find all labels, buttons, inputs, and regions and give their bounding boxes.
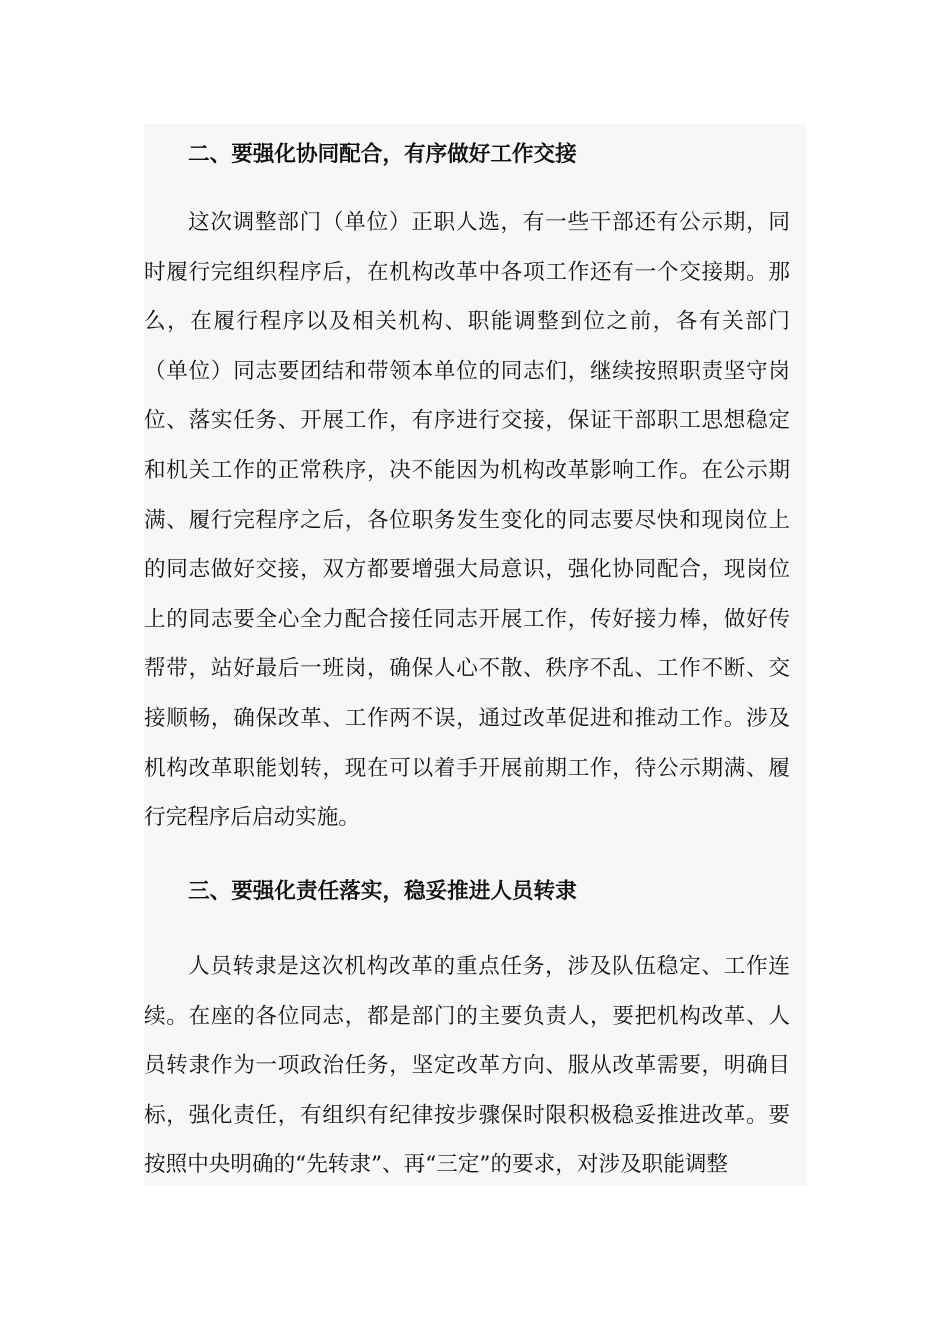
section-paragraph-2: 这次调整部门（单位）正职人选，有一些干部还有公示期，同时履行完组织程序后，在机构改革中各项工作还有一个交接期。那么，在履行程序以及相关机构、职能调整到位之前，各有关部门（单位）同志要团结和带领本单位的同志们，继续按照职责坚守岗位、落实任务、开展工作，有序进行交接，保证干部职工思想稳定和机关工作的正常秩序，决不能因为机构改革影响工作。在公示期满、履行完程序之后，各位职务发生变化的同志要尽快和现岗位上的同志做好交接，双方都要增强大局意识，强化协同配合，现岗位上的同志要全心全力配合接任同志开展工作，传好接力棒，做好传帮带，站好最后一班岗，确保人心不散、秩序不乱、工作不断、交接顺畅，确保改革、工作两不误，通过改革促进和推动工作。涉及机构改革职能划转，现在可以着手开展前期工作，待公示期满、履行完程序后启动实施。 <box>144 210 790 831</box>
section-heading-3: 三、要强化责任落实，稳妥推进人员转隶 <box>188 879 577 904</box>
section-heading-2: 二、要强化协同配合，有序做好工作交接 <box>188 142 577 167</box>
document-content <box>144 124 806 1186</box>
section-paragraph-3: 人员转隶是这次机构改革的重点任务，涉及队伍稳定、工作连续。在座的各位同志，都是部门的主要负责人，要把机构改革、人员转隶作为一项政治任务，坚定改革方向、服从改革需要，明确目标，强化责任，有组织有纪律按步骤保时限积极稳妥推进改革。要按照中央明确的“先转隶”、再“三定”的要求，对涉及职能调整 <box>144 954 790 1178</box>
